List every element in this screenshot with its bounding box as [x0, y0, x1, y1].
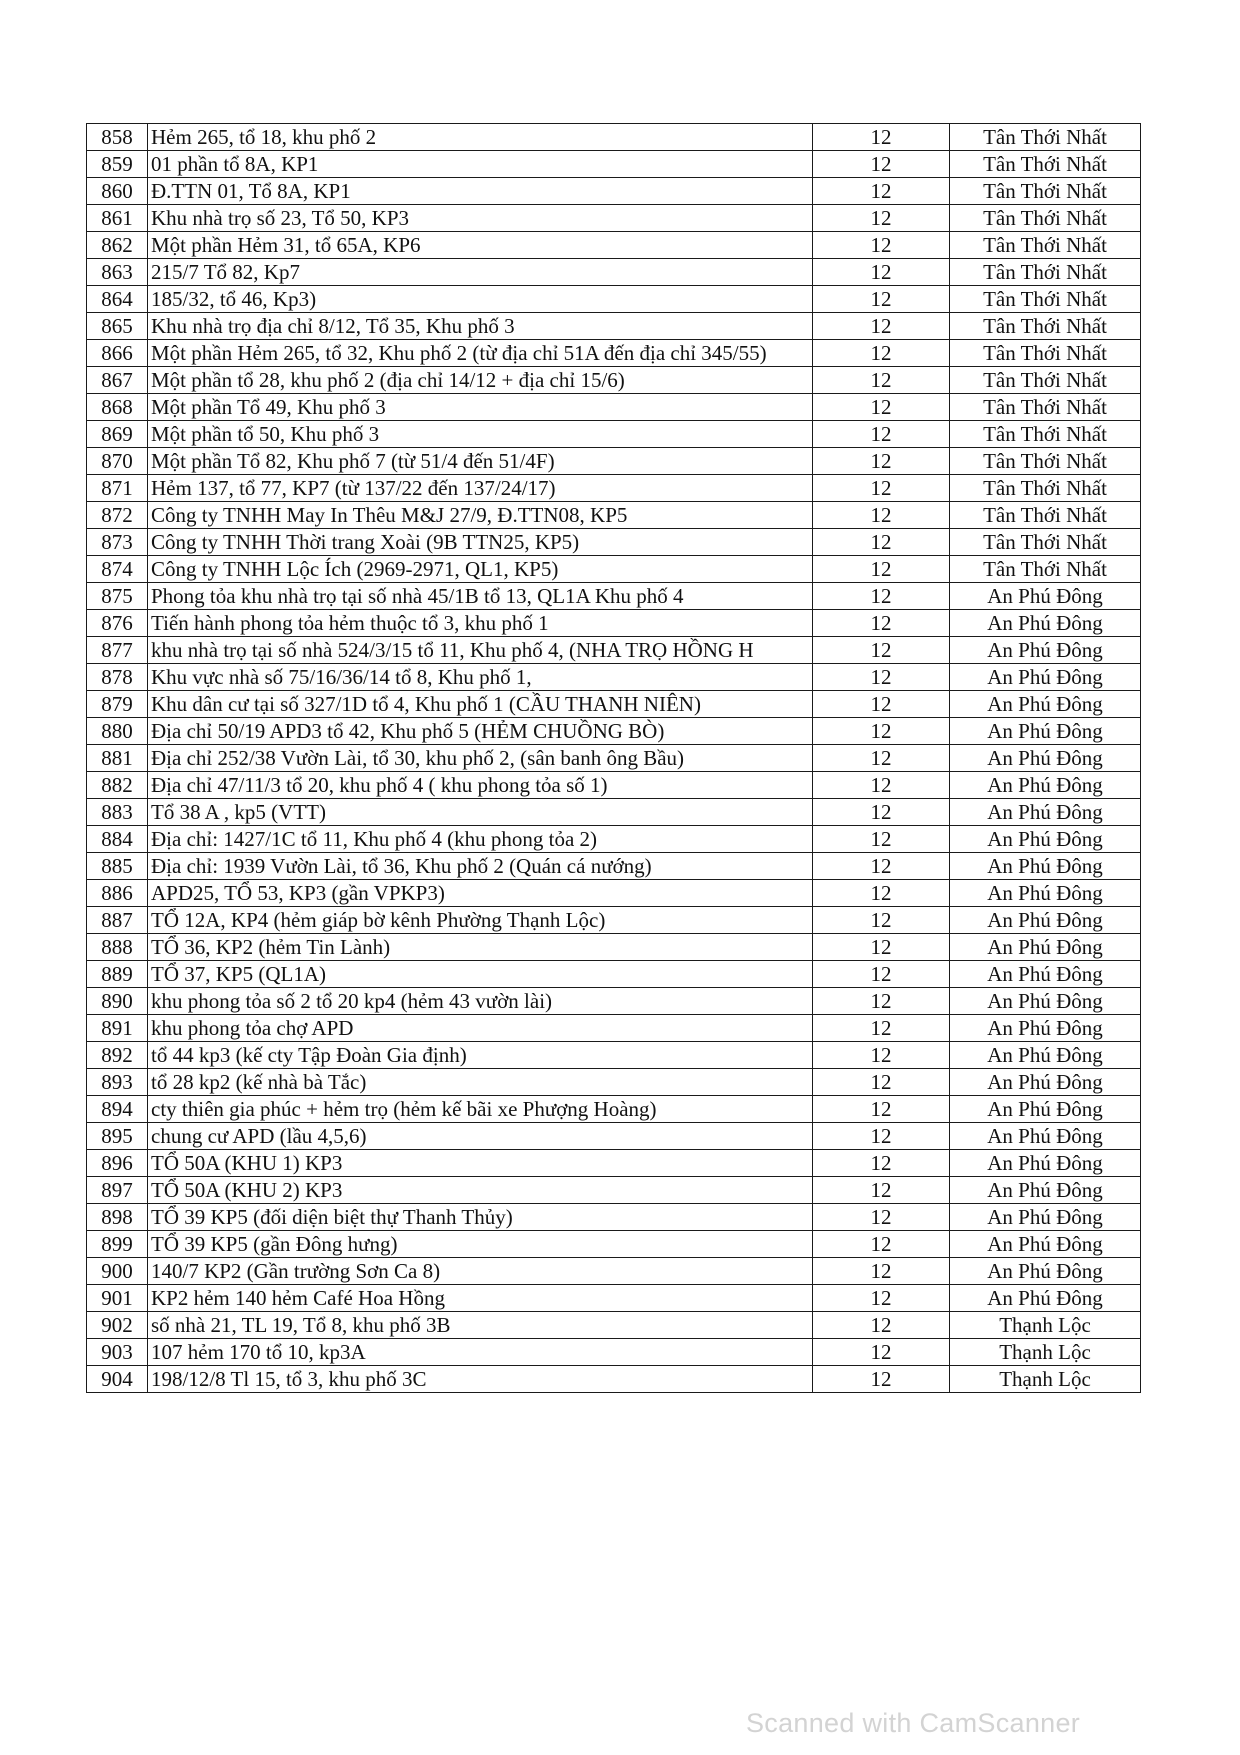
- table-row: [87, 853, 1141, 880]
- district-cell: 12: [813, 529, 950, 556]
- district-cell: 12: [813, 475, 950, 502]
- table-row: [87, 1204, 1141, 1231]
- address-cell: Địa chỉ: 1427/1C tổ 11, Khu phố 4 (khu phong tỏa 2): [148, 826, 813, 853]
- district-cell: 12: [813, 853, 950, 880]
- table-row: [87, 205, 1141, 232]
- district-cell: 12: [813, 232, 950, 259]
- ward-cell: An Phú Đông: [950, 718, 1141, 745]
- ward-cell: An Phú Đông: [950, 907, 1141, 934]
- district-cell: 12: [813, 1177, 950, 1204]
- address-cell: Một phần tổ 28, khu phố 2 (địa chỉ 14/12 + địa chỉ 15/6): [148, 367, 813, 394]
- table-row: [87, 799, 1141, 826]
- table-row: [87, 826, 1141, 853]
- ward-cell: An Phú Đông: [950, 745, 1141, 772]
- address-cell: Khu vực nhà số 75/16/36/14 tổ 8, Khu phố 1,: [148, 664, 813, 691]
- district-cell: 12: [813, 313, 950, 340]
- table-row: [87, 718, 1141, 745]
- district-cell: 12: [813, 1123, 950, 1150]
- ward-cell: An Phú Đông: [950, 610, 1141, 637]
- address-cell: TỔ 39 KP5 (gần Đông hưng): [148, 1231, 813, 1258]
- ward-cell: Thạnh Lộc: [950, 1366, 1141, 1393]
- ward-cell: An Phú Đông: [950, 1150, 1141, 1177]
- table-row: [87, 1258, 1141, 1285]
- ward-cell: Tân Thới Nhất: [950, 421, 1141, 448]
- row-number-cell: 865: [87, 313, 148, 340]
- ward-cell: An Phú Đông: [950, 1285, 1141, 1312]
- row-number-cell: 892: [87, 1042, 148, 1069]
- table-row: [87, 1123, 1141, 1150]
- ward-cell: Tân Thới Nhất: [950, 448, 1141, 475]
- ward-cell: Tân Thới Nhất: [950, 502, 1141, 529]
- address-cell: Đ.TTN 01, Tổ 8A, KP1: [148, 178, 813, 205]
- ward-cell: Tân Thới Nhất: [950, 232, 1141, 259]
- row-number-cell: 886: [87, 880, 148, 907]
- address-cell: Một phần Tổ 49, Khu phố 3: [148, 394, 813, 421]
- address-cell: Địa chỉ 47/11/3 tổ 20, khu phố 4 ( khu phong tỏa số 1): [148, 772, 813, 799]
- address-cell: tổ 44 kp3 (kế cty Tập Đoàn Gia định): [148, 1042, 813, 1069]
- address-cell: Một phần Hẻm 265, tổ 32, Khu phố 2 (từ địa chỉ 51A đến địa chỉ 345/55): [148, 340, 813, 367]
- table-row: [87, 340, 1141, 367]
- table-row: [87, 988, 1141, 1015]
- ward-cell: Tân Thới Nhất: [950, 556, 1141, 583]
- ward-cell: An Phú Đông: [950, 637, 1141, 664]
- address-cell: APD25, TỔ 53, KP3 (gần VPKP3): [148, 880, 813, 907]
- address-cell: cty thiên gia phúc + hẻm trọ (hẻm kế bãi xe Phượng Hoàng): [148, 1096, 813, 1123]
- table-row: [87, 394, 1141, 421]
- row-number-cell: 884: [87, 826, 148, 853]
- address-cell: Phong tỏa khu nhà trọ tại số nhà 45/1B tổ 13, QL1A Khu phố 4: [148, 583, 813, 610]
- address-cell: Một phần Tổ 82, Khu phố 7 (từ 51/4 đến 51/4F): [148, 448, 813, 475]
- row-number-cell: 898: [87, 1204, 148, 1231]
- address-cell: Công ty TNHH Thời trang Xoài (9B TTN25, KP5): [148, 529, 813, 556]
- table-row: [87, 556, 1141, 583]
- ward-cell: An Phú Đông: [950, 880, 1141, 907]
- table-row: [87, 1366, 1141, 1393]
- district-cell: 12: [813, 1015, 950, 1042]
- address-cell: 198/12/8 Tl 15, tổ 3, khu phố 3C: [148, 1366, 813, 1393]
- address-cell: Tiến hành phong tỏa hẻm thuộc tổ 3, khu phố 1: [148, 610, 813, 637]
- district-cell: 12: [813, 1096, 950, 1123]
- table-row: [87, 232, 1141, 259]
- table-row: [87, 286, 1141, 313]
- address-cell: Khu nhà trọ địa chỉ 8/12, Tổ 35, Khu phố 3: [148, 313, 813, 340]
- address-cell: Một phần Hẻm 31, tổ 65A, KP6: [148, 232, 813, 259]
- ward-cell: Thạnh Lộc: [950, 1312, 1141, 1339]
- ward-cell: Tân Thới Nhất: [950, 259, 1141, 286]
- table-row: [87, 691, 1141, 718]
- ward-cell: Tân Thới Nhất: [950, 367, 1141, 394]
- district-cell: 12: [813, 1285, 950, 1312]
- ward-cell: An Phú Đông: [950, 799, 1141, 826]
- ward-cell: An Phú Đông: [950, 826, 1141, 853]
- ward-cell: An Phú Đông: [950, 1258, 1141, 1285]
- address-cell: khu phong tỏa chợ APD: [148, 1015, 813, 1042]
- address-cell: Khu nhà trọ số 23, Tổ 50, KP3: [148, 205, 813, 232]
- row-number-cell: 895: [87, 1123, 148, 1150]
- address-cell: Địa chỉ 50/19 APD3 tổ 42, Khu phố 5 (HẺM CHUỒNG BÒ): [148, 718, 813, 745]
- address-cell: 185/32, tổ 46, Kp3): [148, 286, 813, 313]
- table-row: [87, 745, 1141, 772]
- ward-cell: An Phú Đông: [950, 691, 1141, 718]
- table-row: [87, 1231, 1141, 1258]
- address-cell: 01 phần tổ 8A, KP1: [148, 151, 813, 178]
- address-cell: Hẻm 265, tổ 18, khu phố 2: [148, 124, 813, 151]
- district-cell: 12: [813, 1339, 950, 1366]
- ward-cell: Tân Thới Nhất: [950, 151, 1141, 178]
- address-cell: chung cư APD (lầu 4,5,6): [148, 1123, 813, 1150]
- row-number-cell: 872: [87, 502, 148, 529]
- address-cell: 107 hẻm 170 tổ 10, kp3A: [148, 1339, 813, 1366]
- table-row: [87, 772, 1141, 799]
- address-cell: Tổ 38 A , kp5 (VTT): [148, 799, 813, 826]
- table-row: [87, 124, 1141, 151]
- district-cell: 12: [813, 421, 950, 448]
- address-cell: KP2 hẻm 140 hẻm Café Hoa Hồng: [148, 1285, 813, 1312]
- table-row: [87, 637, 1141, 664]
- row-number-cell: 902: [87, 1312, 148, 1339]
- row-number-cell: 904: [87, 1366, 148, 1393]
- district-cell: 12: [813, 1069, 950, 1096]
- district-cell: 12: [813, 745, 950, 772]
- ward-cell: An Phú Đông: [950, 1123, 1141, 1150]
- row-number-cell: 894: [87, 1096, 148, 1123]
- ward-cell: An Phú Đông: [950, 583, 1141, 610]
- district-cell: 12: [813, 124, 950, 151]
- address-cell: Công ty TNHH May In Thêu M&J 27/9, Đ.TTN08, KP5: [148, 502, 813, 529]
- table-row: [87, 421, 1141, 448]
- ward-cell: An Phú Đông: [950, 772, 1141, 799]
- address-cell: Một phần tổ 50, Khu phố 3: [148, 421, 813, 448]
- table-row: [87, 907, 1141, 934]
- ward-cell: An Phú Đông: [950, 1015, 1141, 1042]
- district-cell: 12: [813, 772, 950, 799]
- district-cell: 12: [813, 340, 950, 367]
- address-cell: số nhà 21, TL 19, Tổ 8, khu phố 3B: [148, 1312, 813, 1339]
- address-cell: khu phong tỏa số 2 tổ 20 kp4 (hẻm 43 vườn lài): [148, 988, 813, 1015]
- table-row: [87, 178, 1141, 205]
- district-cell: 12: [813, 1150, 950, 1177]
- row-number-cell: 871: [87, 475, 148, 502]
- table-row: [87, 961, 1141, 988]
- row-number-cell: 866: [87, 340, 148, 367]
- row-number-cell: 901: [87, 1285, 148, 1312]
- table-row: [87, 448, 1141, 475]
- row-number-cell: 882: [87, 772, 148, 799]
- row-number-cell: 897: [87, 1177, 148, 1204]
- district-cell: 12: [813, 502, 950, 529]
- district-cell: 12: [813, 1258, 950, 1285]
- district-cell: 12: [813, 1312, 950, 1339]
- district-cell: 12: [813, 367, 950, 394]
- district-cell: 12: [813, 799, 950, 826]
- address-cell: Địa chỉ: 1939 Vườn Lài, tổ 36, Khu phố 2 (Quán cá nướng): [148, 853, 813, 880]
- address-cell: TỔ 36, KP2 (hẻm Tin Lành): [148, 934, 813, 961]
- row-number-cell: 873: [87, 529, 148, 556]
- table-row: [87, 1312, 1141, 1339]
- ward-cell: An Phú Đông: [950, 1177, 1141, 1204]
- table-row: [87, 151, 1141, 178]
- address-cell: TỔ 50A (KHU 1) KP3: [148, 1150, 813, 1177]
- row-number-cell: 903: [87, 1339, 148, 1366]
- row-number-cell: 868: [87, 394, 148, 421]
- table-row: [87, 313, 1141, 340]
- camscanner-watermark: Scanned with CamScanner: [746, 1708, 1081, 1738]
- address-cell: Khu dân cư tại số 327/1D tổ 4, Khu phố 1 (CẦU THANH NIÊN): [148, 691, 813, 718]
- table-row: [87, 583, 1141, 610]
- row-number-cell: 869: [87, 421, 148, 448]
- district-cell: 12: [813, 1231, 950, 1258]
- table-row: [87, 664, 1141, 691]
- address-cell: Địa chỉ 252/38 Vườn Lài, tổ 30, khu phố 2, (sân banh ông Bầu): [148, 745, 813, 772]
- row-number-cell: 858: [87, 124, 148, 151]
- ward-cell: An Phú Đông: [950, 664, 1141, 691]
- row-number-cell: 899: [87, 1231, 148, 1258]
- table-row: [87, 529, 1141, 556]
- table-row: [87, 934, 1141, 961]
- document-page: [86, 123, 1129, 1393]
- row-number-cell: 889: [87, 961, 148, 988]
- row-number-cell: 890: [87, 988, 148, 1015]
- address-cell: 215/7 Tổ 82, Kp7: [148, 259, 813, 286]
- table-row: [87, 1150, 1141, 1177]
- address-table: [86, 123, 1141, 1393]
- ward-cell: Tân Thới Nhất: [950, 475, 1141, 502]
- district-cell: 12: [813, 718, 950, 745]
- district-cell: 12: [813, 1042, 950, 1069]
- district-cell: 12: [813, 826, 950, 853]
- address-cell: TỔ 37, KP5 (QL1A): [148, 961, 813, 988]
- ward-cell: Thạnh Lộc: [950, 1339, 1141, 1366]
- row-number-cell: 859: [87, 151, 148, 178]
- table-row: [87, 1177, 1141, 1204]
- table-row: [87, 1339, 1141, 1366]
- row-number-cell: 877: [87, 637, 148, 664]
- row-number-cell: 896: [87, 1150, 148, 1177]
- address-cell: Hẻm 137, tổ 77, KP7 (từ 137/22 đến 137/24/17): [148, 475, 813, 502]
- row-number-cell: 891: [87, 1015, 148, 1042]
- ward-cell: An Phú Đông: [950, 1231, 1141, 1258]
- table-row: [87, 502, 1141, 529]
- row-number-cell: 885: [87, 853, 148, 880]
- ward-cell: Tân Thới Nhất: [950, 394, 1141, 421]
- district-cell: 12: [813, 394, 950, 421]
- row-number-cell: 887: [87, 907, 148, 934]
- district-cell: 12: [813, 286, 950, 313]
- address-cell: tổ 28 kp2 (kế nhà bà Tắc): [148, 1069, 813, 1096]
- table-row: [87, 610, 1141, 637]
- ward-cell: An Phú Đông: [950, 1042, 1141, 1069]
- ward-cell: An Phú Đông: [950, 934, 1141, 961]
- district-cell: 12: [813, 664, 950, 691]
- district-cell: 12: [813, 961, 950, 988]
- row-number-cell: 875: [87, 583, 148, 610]
- address-cell: TỔ 39 KP5 (đối diện biệt thự Thanh Thủy): [148, 1204, 813, 1231]
- row-number-cell: 870: [87, 448, 148, 475]
- row-number-cell: 888: [87, 934, 148, 961]
- table-row: [87, 475, 1141, 502]
- row-number-cell: 878: [87, 664, 148, 691]
- table-row: [87, 1042, 1141, 1069]
- row-number-cell: 879: [87, 691, 148, 718]
- district-cell: 12: [813, 1366, 950, 1393]
- address-cell: 140/7 KP2 (Gần trường Sơn Ca 8): [148, 1258, 813, 1285]
- district-cell: 12: [813, 691, 950, 718]
- district-cell: 12: [813, 151, 950, 178]
- row-number-cell: 864: [87, 286, 148, 313]
- row-number-cell: 876: [87, 610, 148, 637]
- row-number-cell: 883: [87, 799, 148, 826]
- row-number-cell: 874: [87, 556, 148, 583]
- district-cell: 12: [813, 178, 950, 205]
- district-cell: 12: [813, 907, 950, 934]
- ward-cell: Tân Thới Nhất: [950, 124, 1141, 151]
- address-cell: TỔ 12A, KP4 (hẻm giáp bờ kênh Phường Thạnh Lộc): [148, 907, 813, 934]
- table-row: [87, 1096, 1141, 1123]
- ward-cell: An Phú Đông: [950, 1204, 1141, 1231]
- district-cell: 12: [813, 583, 950, 610]
- district-cell: 12: [813, 934, 950, 961]
- table-body: [87, 124, 1141, 1393]
- ward-cell: An Phú Đông: [950, 988, 1141, 1015]
- ward-cell: Tân Thới Nhất: [950, 313, 1141, 340]
- address-cell: khu nhà trọ tại số nhà 524/3/15 tổ 11, Khu phố 4, (NHA TRỌ HỒNG H: [148, 637, 813, 664]
- ward-cell: Tân Thới Nhất: [950, 178, 1141, 205]
- row-number-cell: 863: [87, 259, 148, 286]
- district-cell: 12: [813, 880, 950, 907]
- district-cell: 12: [813, 1204, 950, 1231]
- row-number-cell: 862: [87, 232, 148, 259]
- district-cell: 12: [813, 610, 950, 637]
- table-row: [87, 1285, 1141, 1312]
- district-cell: 12: [813, 637, 950, 664]
- table-row: [87, 1069, 1141, 1096]
- table-row: [87, 880, 1141, 907]
- row-number-cell: 881: [87, 745, 148, 772]
- table-row: [87, 367, 1141, 394]
- district-cell: 12: [813, 988, 950, 1015]
- row-number-cell: 861: [87, 205, 148, 232]
- row-number-cell: 900: [87, 1258, 148, 1285]
- table-row: [87, 259, 1141, 286]
- row-number-cell: 867: [87, 367, 148, 394]
- table-row: [87, 1015, 1141, 1042]
- ward-cell: Tân Thới Nhất: [950, 205, 1141, 232]
- address-cell: Công ty TNHH Lộc Ích (2969-2971, QL1, KP5): [148, 556, 813, 583]
- ward-cell: Tân Thới Nhất: [950, 529, 1141, 556]
- row-number-cell: 880: [87, 718, 148, 745]
- ward-cell: Tân Thới Nhất: [950, 340, 1141, 367]
- ward-cell: Tân Thới Nhất: [950, 286, 1141, 313]
- ward-cell: An Phú Đông: [950, 1096, 1141, 1123]
- row-number-cell: 860: [87, 178, 148, 205]
- district-cell: 12: [813, 448, 950, 475]
- district-cell: 12: [813, 205, 950, 232]
- ward-cell: An Phú Đông: [950, 961, 1141, 988]
- row-number-cell: 893: [87, 1069, 148, 1096]
- district-cell: 12: [813, 259, 950, 286]
- ward-cell: An Phú Đông: [950, 1069, 1141, 1096]
- ward-cell: An Phú Đông: [950, 853, 1141, 880]
- district-cell: 12: [813, 556, 950, 583]
- address-cell: TỔ 50A (KHU 2) KP3: [148, 1177, 813, 1204]
